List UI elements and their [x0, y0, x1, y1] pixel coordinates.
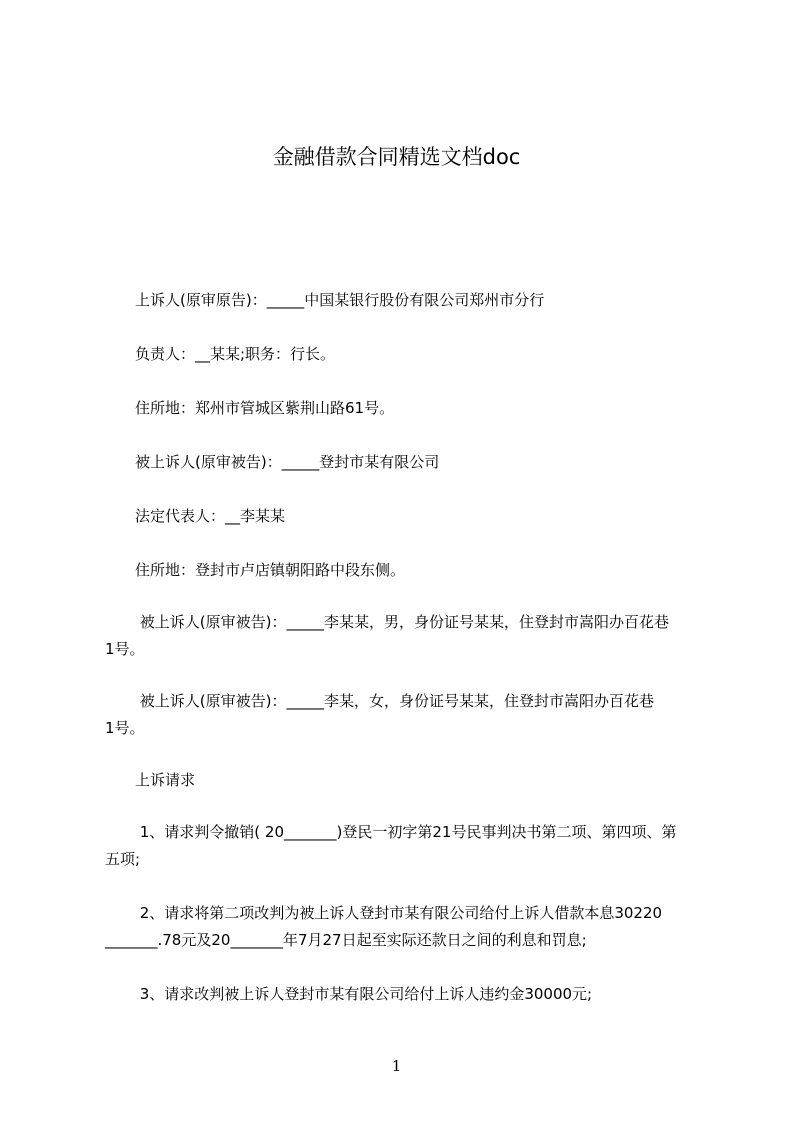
paragraph-line: 3、请求改判被上诉人登封市某有限公司给付上诉人违约金30000元; — [105, 985, 593, 1003]
paragraph-address-2 — [105, 557, 715, 584]
paragraph-address-1 — [105, 395, 715, 422]
paragraph-line: 被上诉人(原审被告)：_____李某，女，身份证号某某，住登封市嵩阳办百花巷 — [105, 692, 654, 710]
paragraph-line: 上诉请求 — [105, 771, 196, 789]
paragraph-responsible-person — [105, 341, 715, 368]
paragraph-line: _______.78元及20_______年7月27日起至实际还款日之间的利息和罚息; — [105, 931, 587, 949]
paragraph-line: 2、请求将第二项改判为被上诉人登封市某有限公司给付上诉人借款本息30220 — [105, 904, 663, 922]
paragraph-line: 住所地：郑州市管城区紫荆山路61号。 — [105, 399, 395, 417]
paragraph-line: 1号。 — [105, 719, 145, 737]
paragraph-line: 五项; — [105, 850, 141, 868]
paragraph-appellee-li-mou — [105, 688, 715, 742]
paragraph-appellee-li-mou-mou — [105, 609, 715, 663]
paragraph-line: 1、请求判令撤销( 20_______)登民一初字第21号民事判决书第二项、第四项、第 — [105, 823, 677, 841]
paragraph-request-2 — [105, 900, 715, 954]
paragraph-line: 法定代表人：__李某某 — [105, 507, 286, 525]
paragraph-appeal-requests-heading — [105, 767, 715, 794]
paragraph-line: 被上诉人(原审被告)：_____登封市某有限公司 — [105, 453, 440, 471]
paragraph-line: 负责人：__某某;职务：行长。 — [105, 345, 336, 363]
document-title: 金融借款合同精选文档doc — [272, 145, 521, 169]
paragraph-line: 住所地：登封市卢店镇朝阳路中段东侧。 — [105, 561, 406, 579]
paragraph-request-3 — [105, 981, 715, 1008]
paragraph-line: 上诉人(原审原告)：_____中国某银行股份有限公司郑州市分行 — [105, 291, 545, 309]
paragraph-line: 1号。 — [105, 640, 145, 658]
page-number: 1 — [391, 1057, 402, 1075]
paragraph-legal-representative — [105, 503, 715, 530]
paragraph-request-1 — [105, 819, 715, 873]
paragraph-appellee-company — [105, 449, 715, 476]
paragraph-appellant — [105, 287, 715, 314]
paragraph-line: 被上诉人(原审被告)：_____李某某，男，身份证号某某，住登封市嵩阳办百花巷 — [105, 613, 669, 631]
